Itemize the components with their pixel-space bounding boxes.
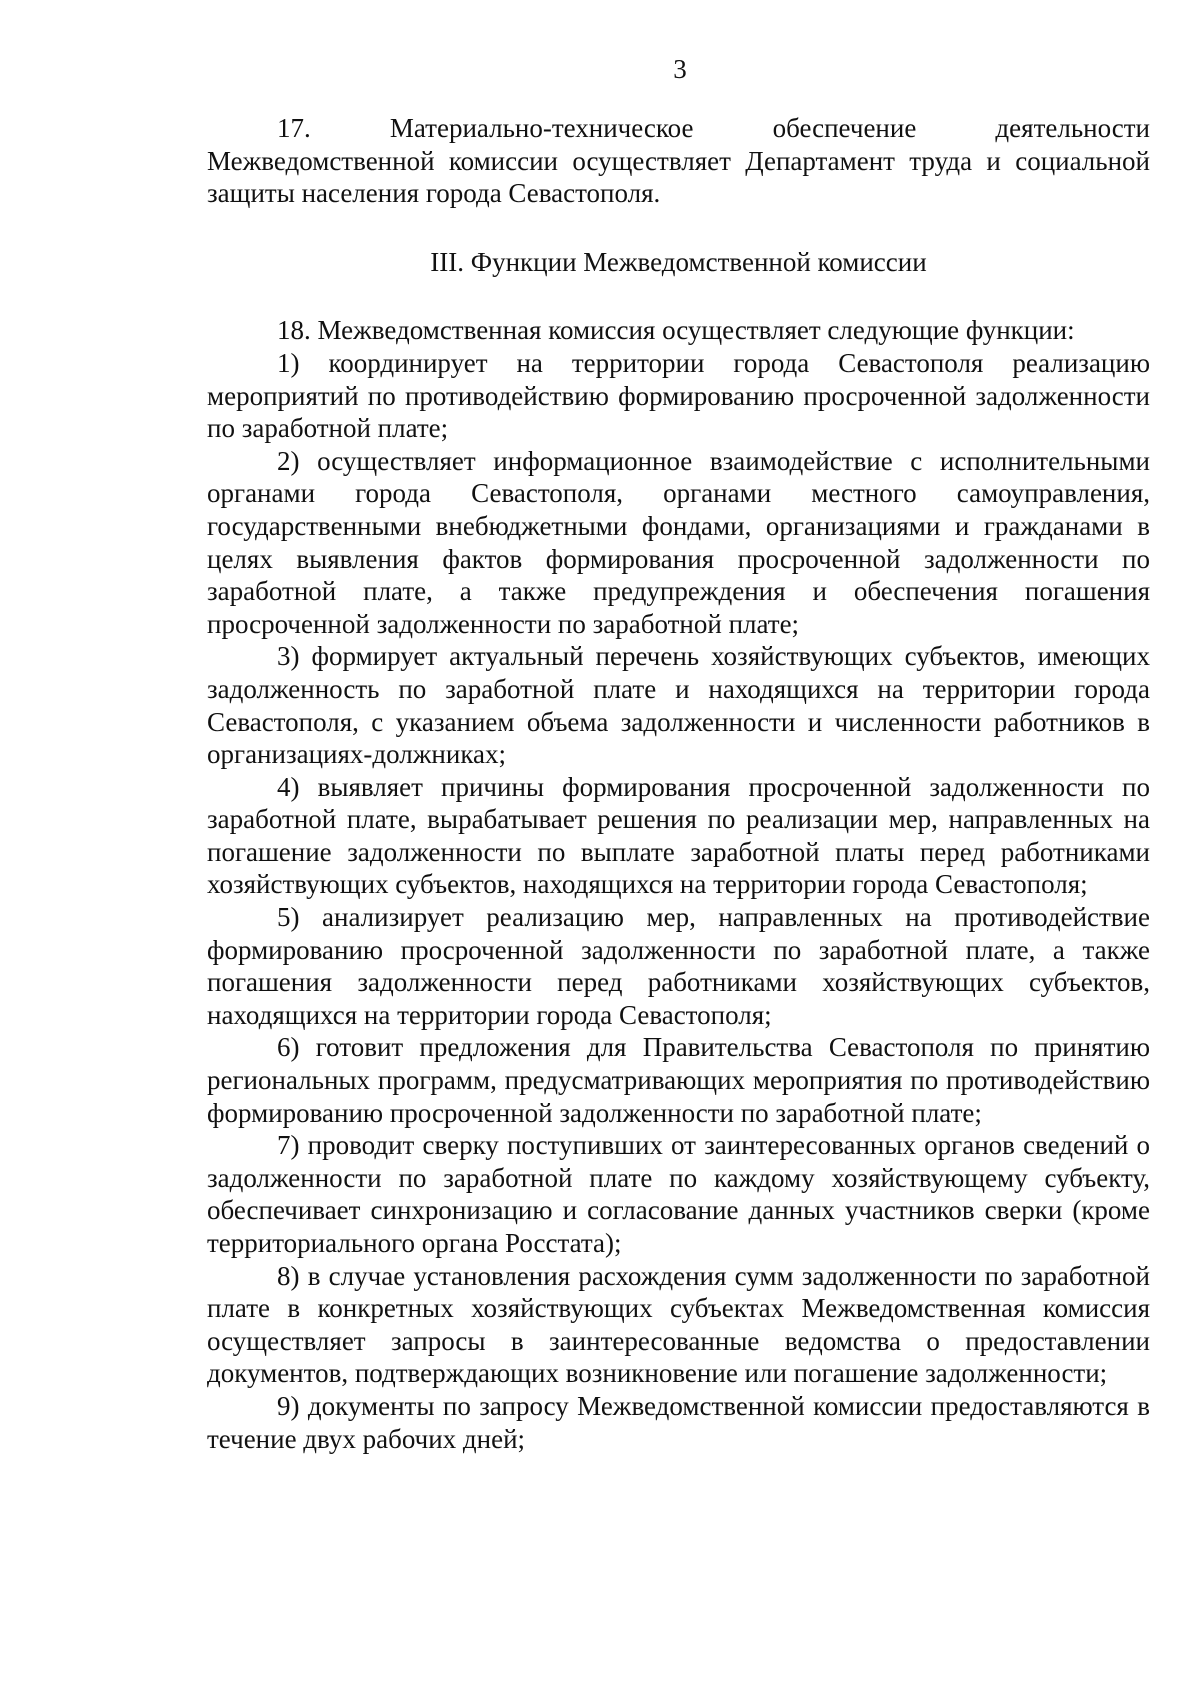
section-heading: III. Функции Межведомственной комиссии [430, 246, 927, 277]
page-number: 3 [673, 54, 687, 84]
list-item-1: 1) координирует на территории города Севастополя реализацию мероприятий по противодействию формированию просроченной задолженности по заработной плате; [207, 347, 1150, 444]
list-item-3: 3) формирует актуальный перечень хозяйствующих субъектов, имеющих задолженность по заработной плате и находящихся на территории города Севастополя, с указанием объема задолженности и численности работников в организациях-должниках; [207, 641, 1150, 770]
list-item-6: 6) готовит предложения для Правительства Севастополя по принятию региональных программ, предусматривающих мероприятия по противодействию формированию просроченной задолженности по заработной плате; [207, 1032, 1150, 1128]
list-item-9: 9) документы по запросу Межведомственной комиссии предоставляются в течение двух рабочих дней; [207, 1390, 1150, 1454]
paragraph-18: 18. Межведомственная комиссия осуществляет следующие функции: [277, 315, 1075, 346]
list-item-4: 4) выявляет причины формирования просроченной задолженности по заработной плате, вырабатывает решения по реализации мер, направленных на погашение задолженности по выплате заработной платы перед работниками хозяйствующих субъектов, находящихся на территории города Севастополя; [207, 771, 1150, 900]
document-body [207, 112, 1150, 1455]
list-item-5: 5) анализирует реализацию мер, направленных на противодействие формированию просроченной задолженности по заработной плате, а также погашения задолженности перед работниками хозяйствующих субъектов, находящихся на территории города Севастополя; [207, 902, 1150, 1030]
paragraph-17: 17. Материально-техническое обеспечение деятельности Межведомственной комиссии осуществляет Департамент труда и социальной защиты населения города Севастополя. [207, 113, 1150, 209]
list-item-7: 7) проводит сверку поступивших от заинтересованных органов сведений о задолженности по заработной плате по каждому хозяйствующему субъекту, обеспечивает синхронизацию и согласование данных участников сверки (кроме территориального органа Росстата); [207, 1130, 1150, 1258]
list-item-8: 8) в случае установления расхождения сумм задолженности по заработной плате в конкретных хозяйствующих субъектах Межведомственная комиссия осуществляет запросы в заинтересованные ведомства о предоставлении документов, подтверждающих возникновение или погашение задолженности; [207, 1260, 1150, 1389]
list-item-2: 2) осуществляет информационное взаимодействие с исполнительными органами города Севастополя, органами местного самоуправления, государственными внебюджетными фондами, организациями и гражданами в целях выявления фактов формирования просроченной задолженности по заработной плате, а также предупреждения и обеспечения погашения просроченной задолженности по заработной плате; [207, 445, 1150, 639]
